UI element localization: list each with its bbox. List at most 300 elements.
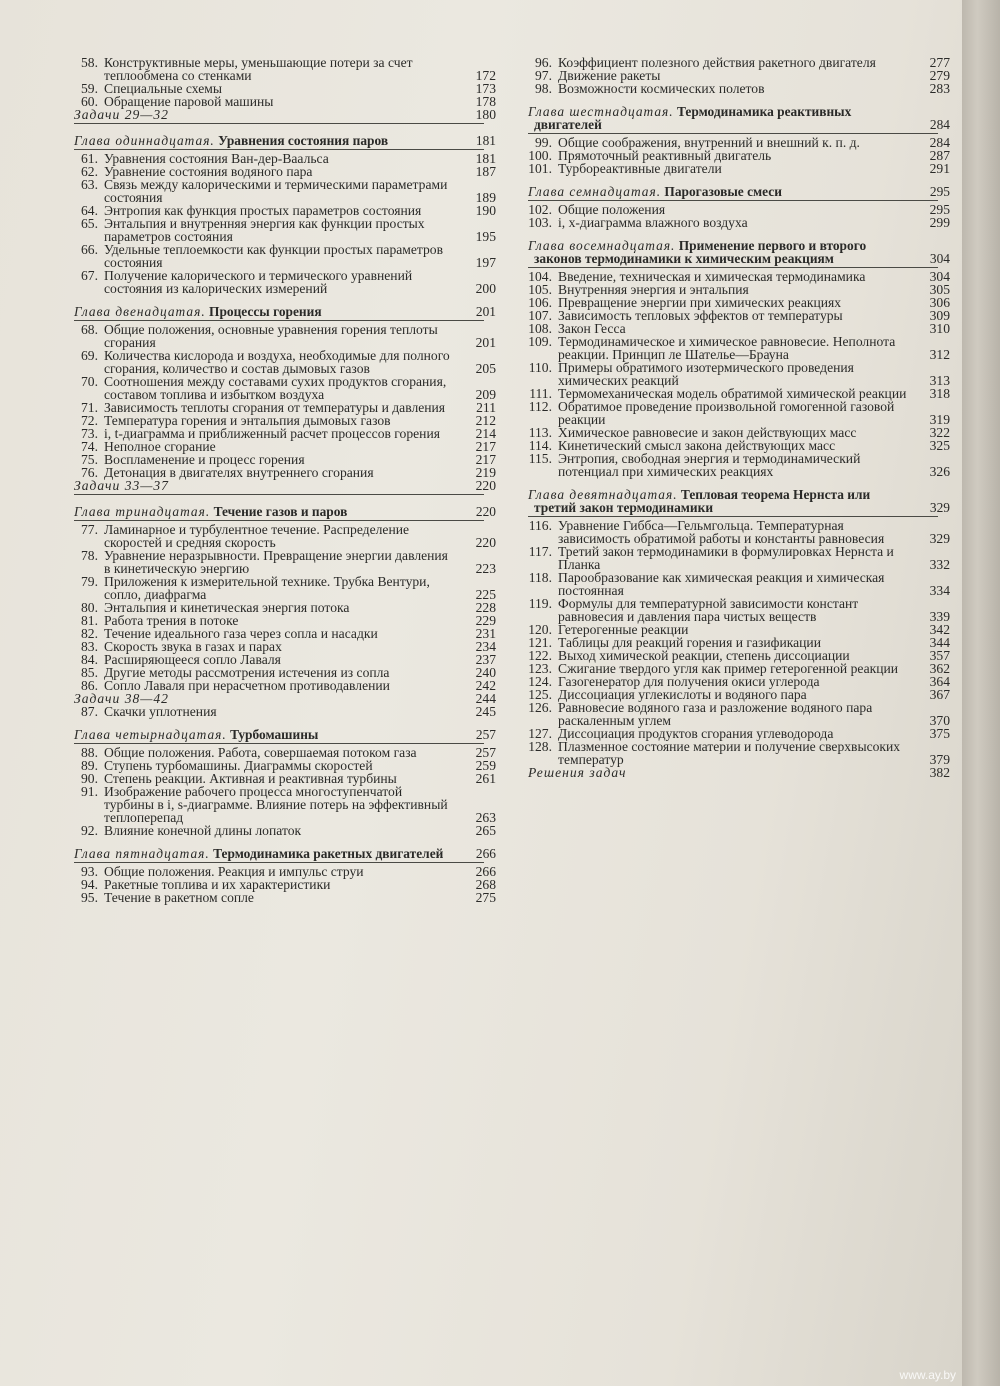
entry-title: Степень реакции. Активная и реактивная турбины: [104, 771, 397, 786]
entry-number: 58.: [81, 55, 98, 70]
entry-page: 231: [475, 626, 496, 641]
entry-number: 72.: [81, 413, 98, 428]
chapter-heading[interactable]: [60, 728, 500, 741]
toc-entry[interactable]: [514, 452, 954, 478]
entry-number: 79.: [81, 574, 98, 589]
chapter-title: Процессы горения: [209, 304, 322, 319]
toc-left-column: [60, 56, 500, 904]
entry-number: 112.: [528, 399, 552, 414]
entry-page: 306: [929, 295, 950, 310]
entry-page: 339: [929, 609, 950, 624]
entry-page: 181: [475, 151, 496, 166]
entry-title: Сжигание твердого угля как пример гетерогенной реакции: [558, 661, 899, 676]
chapter-page: 284: [929, 117, 950, 132]
entry-page: 187: [475, 164, 496, 179]
entry-number: 89.: [81, 758, 98, 773]
entry-number: 99.: [535, 135, 552, 150]
entry-page: 313: [929, 373, 950, 388]
entry-number: 91.: [81, 784, 98, 799]
chapter-number: Глава пятнадцатая.: [74, 846, 210, 861]
entry-page: 279: [929, 68, 950, 83]
divider: [74, 320, 484, 321]
entry-number: 78.: [81, 548, 98, 563]
entry-number: 103.: [528, 215, 552, 230]
entry-title: Расширяющееся сопло Лаваля: [104, 652, 281, 667]
entry-title: Ламинарное и турбулентное течение. Распределение скоростей и средняя скорость: [104, 522, 410, 550]
entry-title: Энтальпия и внутренняя энергия как функции простых параметров состояния: [104, 216, 425, 244]
chapter-heading[interactable]: [60, 134, 500, 147]
entry-title: Общие положения. Работа, совершаемая потоком газа: [104, 745, 417, 760]
entry-page: 245: [475, 704, 496, 719]
entry-number: 120.: [528, 622, 552, 637]
entry-title: Выход химической реакции, степень диссоциации: [558, 648, 850, 663]
entry-title: Формулы для температурной зависимости констант равновесия и давления пара чистых веществ: [558, 596, 859, 624]
entry-number: 73.: [81, 426, 98, 441]
toc-entry[interactable]: [60, 575, 500, 601]
chapter-heading[interactable]: [60, 305, 500, 318]
entry-number: 100.: [528, 148, 552, 163]
entry-page: 268: [475, 877, 496, 892]
entry-page: 309: [929, 308, 950, 323]
problems-entry[interactable]: [60, 479, 500, 492]
entry-page: 195: [475, 229, 496, 244]
entry-number: 88.: [81, 745, 98, 760]
entry-number: 71.: [81, 400, 98, 415]
entry-title: Энтропия как функция простых параметров состояния: [104, 203, 422, 218]
entry-title: Общие соображения, внутренний и внешний к. п. д.: [558, 135, 860, 150]
entry-number: 90.: [81, 771, 98, 786]
entry-number: 98.: [535, 81, 552, 96]
entry-number: 107.: [528, 308, 552, 323]
entry-page: 257: [475, 745, 496, 760]
chapter-number: Глава тринадцатая.: [74, 504, 211, 519]
problems-entry[interactable]: [60, 108, 500, 121]
entry-number: 96.: [535, 55, 552, 70]
problems-title: Задачи 33—37: [74, 478, 169, 493]
toc-entry[interactable]: [60, 56, 500, 82]
entry-title: Энтальпия и кинетическая энергия потока: [104, 600, 350, 615]
chapter-title: Уравнения состояния паров: [218, 133, 389, 148]
entry-title: Скачки уплотнения: [104, 704, 217, 719]
entry-title: Обращение паровой машины: [104, 94, 274, 109]
entry-title: Уравнения состояния Ван-дер-Ваальса: [104, 151, 329, 166]
toc-entry[interactable]: [514, 740, 954, 766]
entry-page: 310: [929, 321, 950, 336]
entry-title: Превращение энергии при химических реакциях: [558, 295, 842, 310]
entry-page: 362: [929, 661, 950, 676]
toc-entry[interactable]: [60, 523, 500, 549]
entry-page: 379: [929, 752, 950, 767]
chapter-page: 257: [475, 727, 496, 742]
entry-page: 357: [929, 648, 950, 663]
entry-number: 106.: [528, 295, 552, 310]
chapter-title: Термодинамика реактивных двигателей: [534, 104, 852, 132]
toc-entry[interactable]: [60, 269, 500, 295]
entry-number: 111.: [529, 386, 552, 401]
entry-title: Энтропия, свободная энергия и термодинамический потенциал при химических реакциях: [558, 451, 861, 479]
entry-page: 319: [929, 412, 950, 427]
entry-page: 223: [475, 561, 496, 576]
entry-page: 172: [475, 68, 496, 83]
entry-page: 173: [475, 81, 496, 96]
entry-title: Общие положения: [558, 202, 666, 217]
entry-title: i, x-диаграмма влажного воздуха: [558, 215, 748, 230]
entry-title: Движение ракеты: [558, 68, 661, 83]
chapter-heading[interactable]: [60, 505, 500, 518]
entry-page: 197: [475, 255, 496, 270]
entry-number: 128.: [528, 739, 552, 754]
toc-entry[interactable]: [60, 349, 500, 375]
entry-number: 101.: [528, 161, 552, 176]
entry-page: 370: [929, 713, 950, 728]
entry-title: Удельные теплоемкости как функции простых параметров состояния: [104, 242, 444, 270]
entry-page: 364: [929, 674, 950, 689]
entry-title: Неполное сгорание: [104, 439, 216, 454]
entry-number: 109.: [528, 334, 552, 349]
entry-title: Течение в ракетном сопле: [104, 890, 254, 905]
entry-number: 127.: [528, 726, 552, 741]
toc-entry[interactable]: [60, 891, 500, 904]
entry-page: 178: [475, 94, 496, 109]
entry-number: 95.: [81, 890, 98, 905]
entry-page: 209: [475, 387, 496, 402]
divider: [74, 520, 484, 521]
entry-page: 219: [475, 465, 496, 480]
chapter-title: Течение газов и паров: [213, 504, 348, 519]
entry-title: Специальные схемы: [104, 81, 222, 96]
entry-title: Температура горения и энтальпия дымовых газов: [104, 413, 391, 428]
chapter-title: Термодинамика ракетных двигателей: [213, 846, 444, 861]
chapter-title: Применение первого и второго законов термодинамики к химическим реакциям: [534, 238, 867, 266]
entry-number: 63.: [81, 177, 98, 192]
entry-page: 217: [475, 439, 496, 454]
chapter-heading[interactable]: [514, 239, 954, 265]
entry-page: 189: [475, 190, 496, 205]
entry-title: Третий закон термодинамики в формулировках Нернста и Планка: [558, 544, 894, 572]
entry-page: 229: [475, 613, 496, 628]
problems-page: 220: [475, 478, 496, 493]
divider: [528, 516, 938, 517]
entry-page: 334: [929, 583, 950, 598]
entry-page: 201: [475, 335, 496, 350]
entry-title: Уравнение состояния водяного пара: [104, 164, 313, 179]
entry-page: 212: [475, 413, 496, 428]
entry-number: 81.: [81, 613, 98, 628]
entry-title: Равновесие водяного газа и разложение водяного пара раскаленным углем: [558, 700, 873, 728]
entry-number: 113.: [528, 425, 552, 440]
toc-entry[interactable]: [514, 400, 954, 426]
entry-title: Количества кислорода и воздуха, необходимые для полного сгорания, количество и состав дымовых газов: [104, 348, 450, 376]
entry-page: 305: [929, 282, 950, 297]
chapter-page: 304: [929, 251, 950, 266]
entry-title: Получение калорического и термического уравнений состояния из калорических измерений: [104, 268, 413, 296]
entry-page: 234: [475, 639, 496, 654]
entry-page: 263: [475, 810, 496, 825]
chapter-heading[interactable]: [514, 185, 954, 198]
entry-title: Уравнение Гиббса—Гельмгольца. Температурная зависимость обратимой работы и константы равновесия: [558, 518, 885, 546]
entry-number: 108.: [528, 321, 552, 336]
next-page-edge: [962, 0, 1000, 1386]
toc-entry[interactable]: [514, 216, 954, 229]
entry-number: 68.: [81, 322, 98, 337]
chapter-page: 181: [475, 133, 496, 148]
problems-title: Задачи 29—32: [74, 107, 169, 122]
divider: [528, 133, 938, 134]
chapter-title: Турбомашины: [230, 727, 319, 742]
entry-number: 125.: [528, 687, 552, 702]
entry-title: Зависимость тепловых эффектов от температуры: [558, 308, 843, 323]
divider: [74, 123, 484, 124]
entry-page: 242: [475, 678, 496, 693]
entry-title: Термодинамическое и химическое равновесие. Неполнота реакции. Принцип ле Шателье—Брауна: [558, 334, 896, 362]
entry-number: 115.: [528, 451, 552, 466]
entry-number: 93.: [81, 864, 98, 879]
toc-entry[interactable]: [60, 549, 500, 575]
entry-number: 105.: [528, 282, 552, 297]
toc-entry[interactable]: [60, 178, 500, 204]
problems-entry[interactable]: [514, 766, 954, 779]
problems-title: Задачи 38—42: [74, 691, 169, 706]
entry-title: Воспламенение и процесс горения: [104, 452, 305, 467]
entry-page: 304: [929, 269, 950, 284]
entry-title: Прямоточный реактивный двигатель: [558, 148, 772, 163]
entry-page: 275: [475, 890, 496, 905]
toc-entry[interactable]: [514, 82, 954, 95]
problems-page: 382: [929, 765, 950, 780]
entry-page: 287: [929, 148, 950, 163]
entry-title: Уравнение неразрывности. Превращение энергии давления в кинетическую энергию: [104, 548, 448, 576]
entry-title: Диссоциация углекислоты и водяного пара: [558, 687, 807, 702]
chapter-title: Тепловая теорема Нернста или третий закон термодинамики: [534, 487, 871, 515]
entry-number: 118.: [528, 570, 552, 585]
toc-entry[interactable]: [514, 335, 954, 361]
toc-entry[interactable]: [60, 824, 500, 837]
toc-entry[interactable]: [514, 162, 954, 175]
entry-number: 126.: [528, 700, 552, 715]
entry-page: 205: [475, 361, 496, 376]
entry-number: 92.: [81, 823, 98, 838]
chapter-page: 266: [475, 846, 496, 861]
entry-page: 322: [929, 425, 950, 440]
entry-title: Коэффициент полезного действия ракетного двигателя: [558, 55, 876, 70]
entry-page: 284: [929, 135, 950, 150]
toc-entry[interactable]: [514, 519, 954, 545]
entry-title: Работа трения в потоке: [104, 613, 239, 628]
divider: [74, 743, 484, 744]
entry-number: 66.: [81, 242, 98, 257]
divider: [74, 862, 484, 863]
entry-title: Таблицы для реакций горения и газификации: [558, 635, 821, 650]
chapter-page: 329: [929, 500, 950, 515]
entry-number: 69.: [81, 348, 98, 363]
entry-number: 77.: [81, 522, 98, 537]
chapter-number: Глава восемнадцатая.: [528, 238, 676, 253]
entry-title: Общие положения. Реакция и импульс струи: [104, 864, 364, 879]
entry-title: Примеры обратимого изотермического проведения химических реакций: [558, 360, 854, 388]
entry-page: 295: [929, 202, 950, 217]
entry-page: 259: [475, 758, 496, 773]
entry-title: Парообразование как химическая реакция и химическая постоянная: [558, 570, 885, 598]
entry-page: 240: [475, 665, 496, 680]
entry-title: Соотношения между составами сухих продуктов сгорания, составом топлива и избытком воздуха: [104, 374, 447, 402]
entry-number: 97.: [535, 68, 552, 83]
entry-title: Термомеханическая модель обратимой химической реакции: [558, 386, 907, 401]
divider: [528, 267, 938, 268]
entry-page: 225: [475, 587, 496, 602]
chapter-number: Глава двенадцатая.: [74, 304, 206, 319]
entry-number: 70.: [81, 374, 98, 389]
divider: [528, 200, 938, 201]
entry-number: 84.: [81, 652, 98, 667]
entry-page: 332: [929, 557, 950, 572]
entry-page: 283: [929, 81, 950, 96]
entry-number: 64.: [81, 203, 98, 218]
chapter-number: Глава четырнадцатая.: [74, 727, 227, 742]
chapter-number: Глава шестнадцатая.: [528, 104, 674, 119]
entry-title: Обратимое проведение произвольной гомогенной газовой реакции: [558, 399, 895, 427]
entry-title: Диссоциация продуктов сгорания углеводорода: [558, 726, 834, 741]
entry-page: 344: [929, 635, 950, 650]
toc-entry[interactable]: [514, 361, 954, 387]
toc-entry[interactable]: [60, 705, 500, 718]
problems-page: 244: [475, 691, 496, 706]
chapter-number: Глава одиннадцатая.: [74, 133, 215, 148]
entry-page: 325: [929, 438, 950, 453]
entry-title: Зависимость теплоты сгорания от температуры и давления: [104, 400, 446, 415]
entry-page: 261: [475, 771, 496, 786]
entry-title: Турбореактивные двигатели: [558, 161, 722, 176]
entry-number: 80.: [81, 600, 98, 615]
entry-page: 265: [475, 823, 496, 838]
divider: [74, 494, 484, 495]
entry-title: Детонация в двигателях внутреннего сгорания: [104, 465, 374, 480]
entry-page: 367: [929, 687, 950, 702]
toc-entry[interactable]: [60, 217, 500, 243]
entry-number: 85.: [81, 665, 98, 680]
entry-number: 124.: [528, 674, 552, 689]
chapter-heading[interactable]: [514, 105, 954, 131]
entry-title: Кинетический смысл закона действующих масс: [558, 438, 836, 453]
entry-page: 200: [475, 281, 496, 296]
entry-number: 119.: [528, 596, 552, 611]
entry-number: 74.: [81, 439, 98, 454]
entry-title: Изображение рабочего процесса многоступенчатой турбины в i, s-диаграмме. Влияние потерь на эффективный теплоперепад: [104, 784, 448, 825]
divider: [74, 149, 484, 150]
entry-title: Общие положения, основные уравнения горения теплоты сгорания: [104, 322, 438, 350]
toc-entry[interactable]: [514, 701, 954, 727]
entry-number: 75.: [81, 452, 98, 467]
entry-title: Гетерогенные реакции: [558, 622, 689, 637]
toc-right-column: [514, 56, 954, 779]
entry-page: 318: [929, 386, 950, 401]
entry-title: Конструктивные меры, уменьшающие потери за счет теплообмена со стенками: [104, 55, 413, 83]
entry-page: 190: [475, 203, 496, 218]
entry-page: 211: [476, 400, 496, 415]
toc-entry[interactable]: [60, 323, 500, 349]
entry-number: 76.: [81, 465, 98, 480]
entry-number: 62.: [81, 164, 98, 179]
entry-number: 122.: [528, 648, 552, 663]
entry-number: 86.: [81, 678, 98, 693]
entry-number: 117.: [528, 544, 552, 559]
entry-page: 277: [929, 55, 950, 70]
entry-number: 94.: [81, 877, 98, 892]
entry-title: Газогенератор для получения окиси углерода: [558, 674, 820, 689]
entry-title: Плазменное состояние материи и получение сверхвысоких температур: [558, 739, 901, 767]
problems-page: 180: [475, 107, 496, 122]
entry-title: Связь между калорическими и термическими параметрами состояния: [104, 177, 448, 205]
entry-title: Внутренняя энергия и энтальпия: [558, 282, 749, 297]
entry-title: Ракетные топлива и их характеристики: [104, 877, 331, 892]
entry-page: 291: [929, 161, 950, 176]
toc-entry[interactable]: [514, 571, 954, 597]
entry-number: 114.: [528, 438, 552, 453]
problems-title: Решения задач: [528, 765, 627, 780]
entry-title: Приложения к измерительной технике. Трубка Вентури, сопло, диафрагма: [104, 574, 430, 602]
chapter-page: 295: [929, 184, 950, 199]
chapter-number: Глава семнадцатая.: [528, 184, 662, 199]
entry-number: 60.: [81, 94, 98, 109]
toc-entry[interactable]: [514, 597, 954, 623]
entry-number: 110.: [528, 360, 552, 375]
entry-title: Ступень турбомашины. Диаграммы скоростей: [104, 758, 373, 773]
entry-title: Течение идеального газа через сопла и насадки: [104, 626, 378, 641]
entry-number: 102.: [528, 202, 552, 217]
entry-page: 299: [929, 215, 950, 230]
entry-page: 266: [475, 864, 496, 879]
entry-title: Возможности космических полетов: [558, 81, 765, 96]
entry-title: Влияние конечной длины лопаток: [104, 823, 302, 838]
entry-page: 237: [475, 652, 496, 667]
entry-page: 217: [475, 452, 496, 467]
watermark: www.ay.by: [899, 1368, 956, 1382]
chapter-page: 220: [475, 504, 496, 519]
entry-number: 104.: [528, 269, 552, 284]
toc-entry[interactable]: [60, 243, 500, 269]
entry-number: 116.: [528, 518, 552, 533]
entry-title: Введение, техническая и химическая термодинамика: [558, 269, 866, 284]
entry-page: 220: [475, 535, 496, 550]
entry-title: Закон Гесса: [558, 321, 626, 336]
entry-page: 375: [929, 726, 950, 741]
entry-number: 67.: [81, 268, 98, 283]
entry-page: 214: [475, 426, 496, 441]
chapter-title: Парогазовые смеси: [664, 184, 782, 199]
chapter-heading[interactable]: [60, 847, 500, 860]
entry-page: 312: [929, 347, 950, 362]
entry-title: Другие методы рассмотрения истечения из сопла: [104, 665, 390, 680]
entry-number: 87.: [81, 704, 98, 719]
entry-number: 61.: [81, 151, 98, 166]
chapter-number: Глава девятнадцатая.: [528, 487, 678, 502]
entry-number: 59.: [81, 81, 98, 96]
entry-title: Химическое равновесие и закон действующих масс: [558, 425, 857, 440]
toc-entry[interactable]: [60, 785, 500, 824]
chapter-heading[interactable]: [514, 488, 954, 514]
entry-page: 342: [929, 622, 950, 637]
toc-entry[interactable]: [514, 545, 954, 571]
entry-title: Сопло Лаваля при нерасчетном противодавлении: [104, 678, 390, 693]
entry-title: Скорость звука в газах и парах: [104, 639, 282, 654]
entry-number: 65.: [81, 216, 98, 231]
entry-number: 123.: [528, 661, 552, 676]
chapter-page: 201: [475, 304, 496, 319]
entry-number: 82.: [81, 626, 98, 641]
entry-number: 121.: [528, 635, 552, 650]
entry-page: 329: [929, 531, 950, 546]
toc-entry[interactable]: [60, 375, 500, 401]
entry-number: 83.: [81, 639, 98, 654]
